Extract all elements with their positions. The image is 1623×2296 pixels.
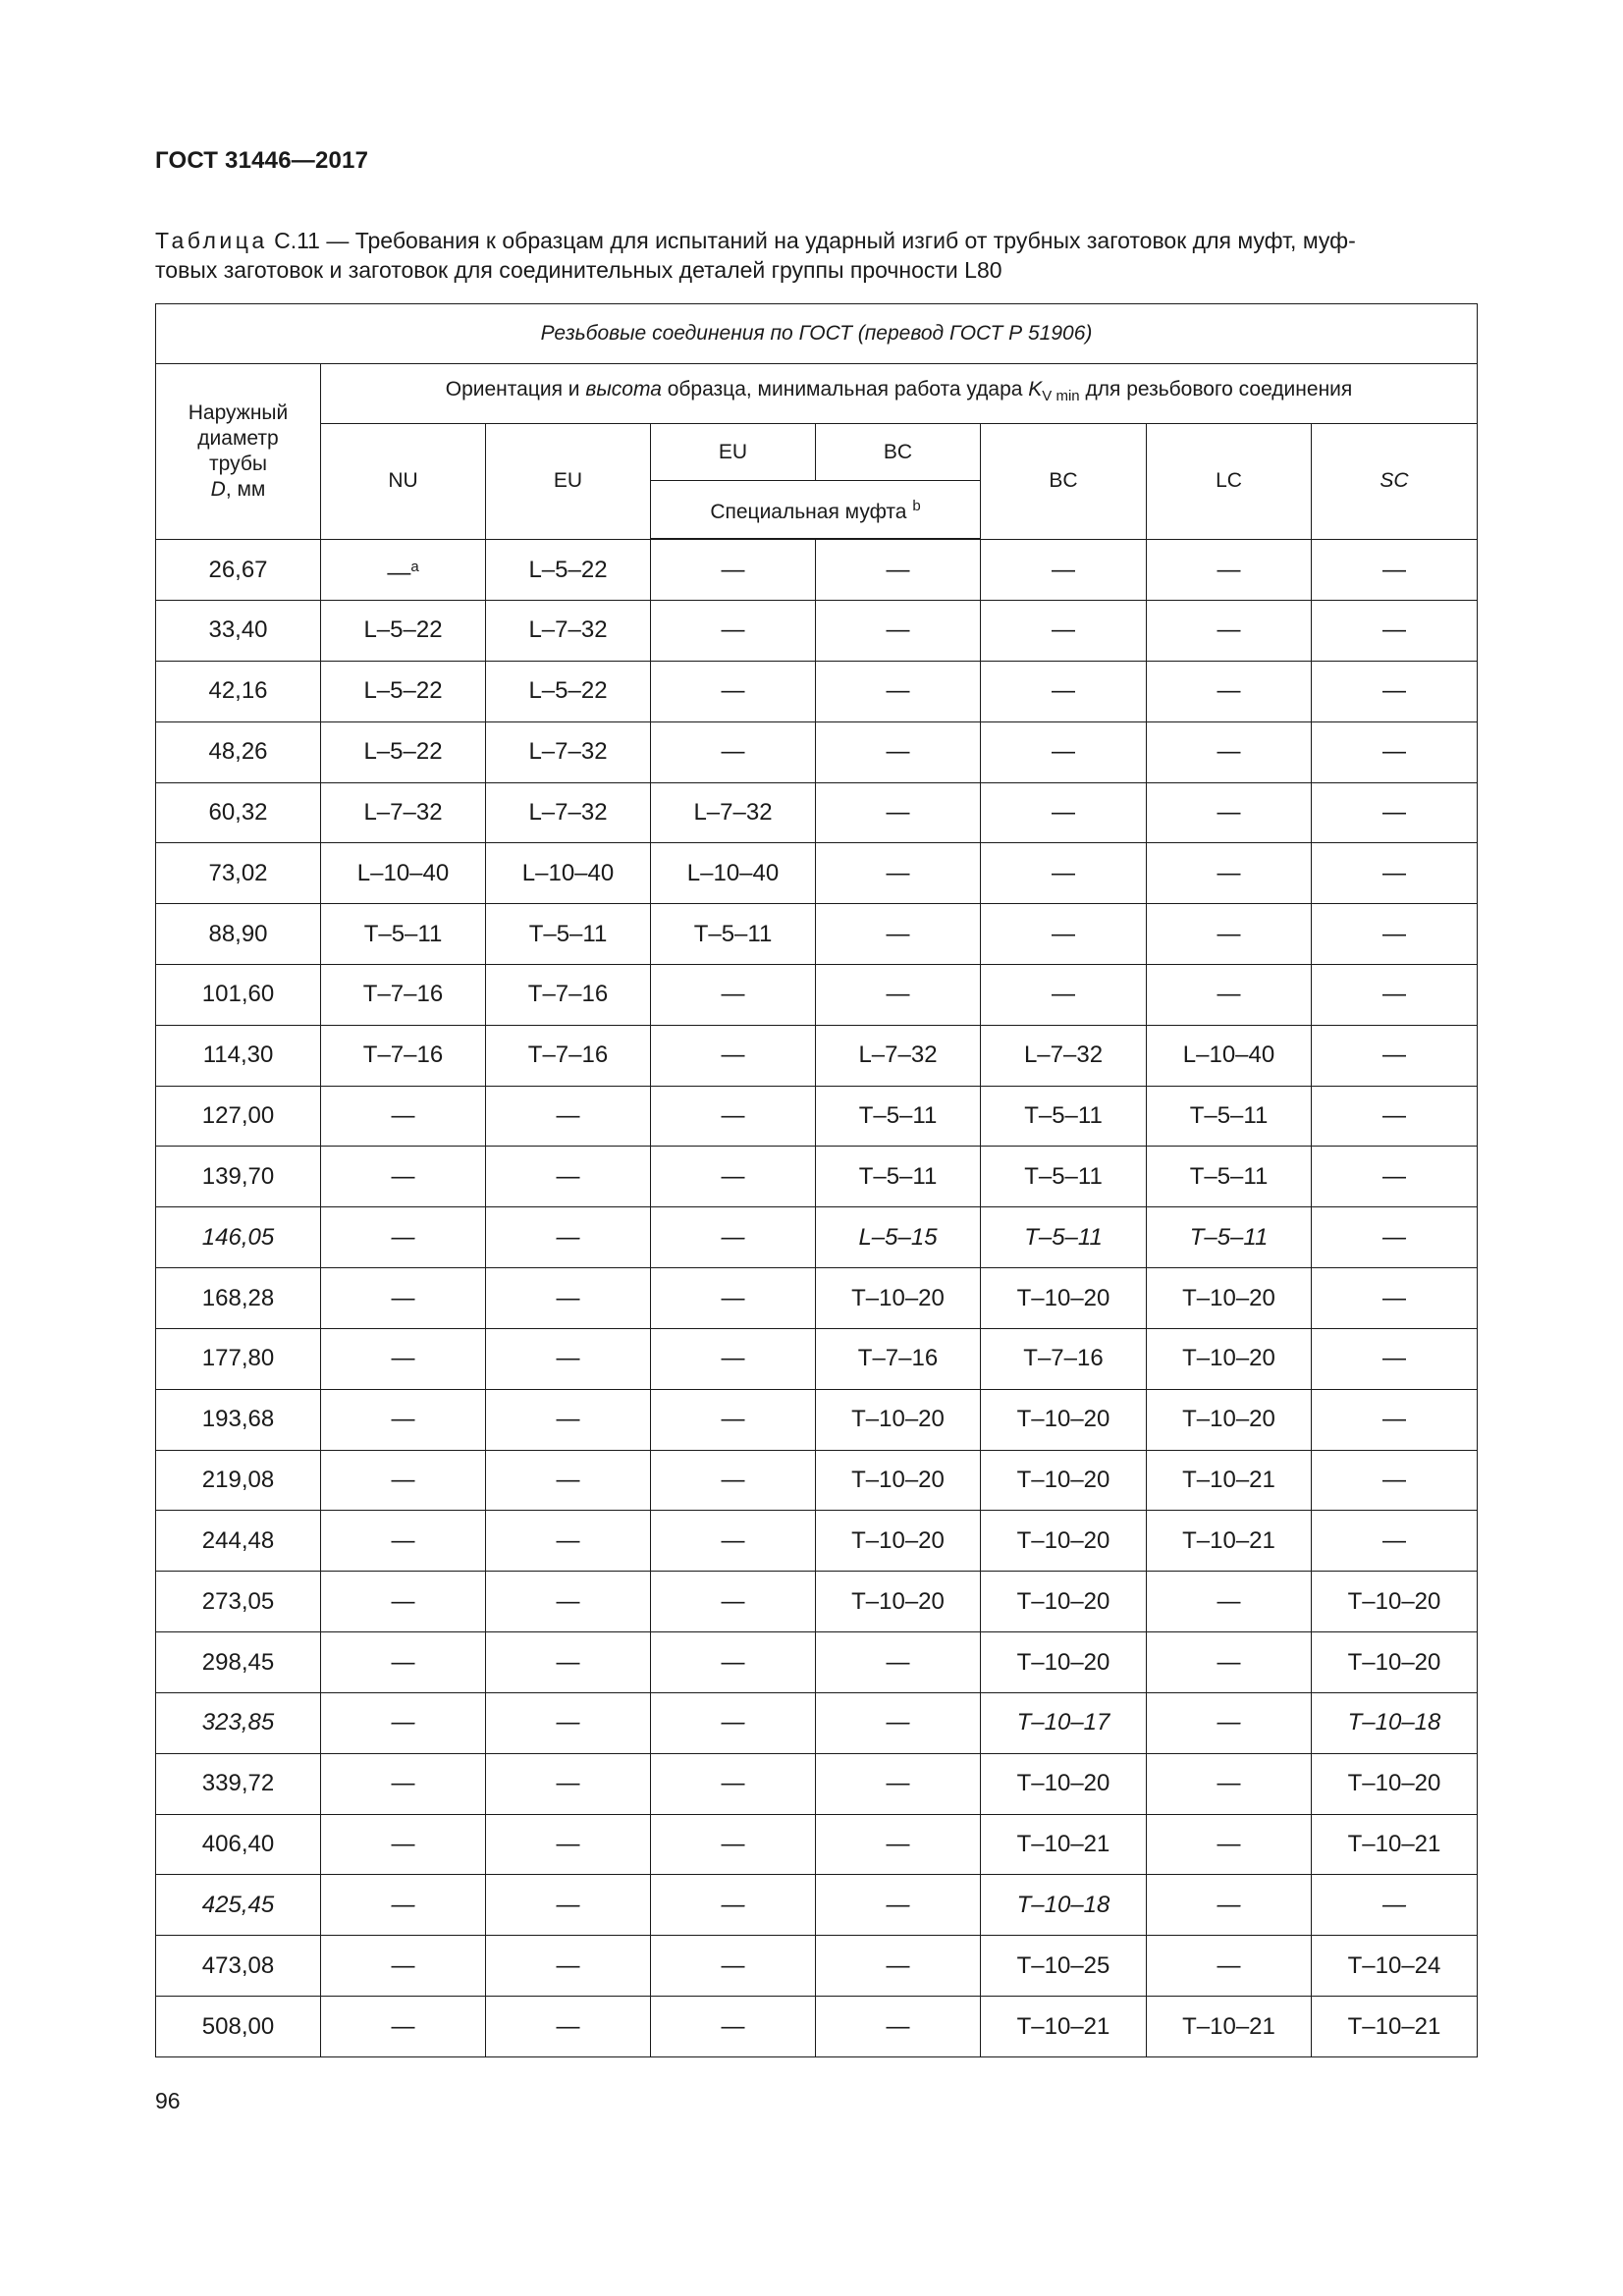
value-cell: — [321,1511,486,1572]
value-cell: — [816,1936,981,1997]
col-header-bc-special: BC [816,423,981,481]
value-cell: — [651,601,816,662]
value-cell: — [1147,1692,1312,1753]
value-cell: — [816,721,981,782]
table-row [156,782,1478,843]
value-cell: T–10–25 [981,1936,1147,1997]
value-cell: T–10–20 [816,1389,981,1450]
value-cell: — [321,1753,486,1814]
value-text: — [387,559,411,586]
value-cell: T–10–24 [1312,1936,1478,1997]
value-cell: T–10–21 [1147,1511,1312,1572]
value-cell: — [1312,1389,1478,1450]
value-cell: — [321,1997,486,2057]
value-cell: — [1312,1450,1478,1511]
value-cell: L–5–22 [486,540,651,601]
value-cell: — [1312,782,1478,843]
value-cell: T–10–20 [1312,1753,1478,1814]
value-cell: — [651,1692,816,1753]
table-caption [155,226,1476,285]
value-cell: T–10–18 [1312,1692,1478,1753]
value-cell: — [486,1147,651,1207]
orientation-header [321,363,1478,423]
value-cell: T–10–20 [1312,1632,1478,1693]
value-cell: — [1312,904,1478,965]
k-symbol: K [1028,378,1043,401]
diameter-cell: 406,40 [156,1814,321,1875]
table-row [156,1753,1478,1814]
value-cell: — [651,1814,816,1875]
diameter-cell: 273,05 [156,1572,321,1632]
value-cell: — [321,1450,486,1511]
table-row [156,540,1478,601]
value-cell: — [486,1450,651,1511]
value-cell: T–10–20 [981,1268,1147,1329]
value-cell: — [486,1207,651,1268]
value-cell: L–5–22 [321,661,486,721]
table-row [156,1875,1478,1936]
value-cell: L–5–22 [486,661,651,721]
diameter-cell: 508,00 [156,1997,321,2057]
value-cell: — [321,1086,486,1147]
value-cell: — [981,661,1147,721]
value-cell: — [1147,904,1312,965]
value-cell: L–7–32 [321,782,486,843]
value-cell: — [1312,721,1478,782]
value-cell: — [981,721,1147,782]
value-cell: T–5–11 [816,1086,981,1147]
value-cell: — [1147,1875,1312,1936]
value-cell: — [1312,1147,1478,1207]
table-row [156,1511,1478,1572]
table-row [156,1328,1478,1389]
value-cell: — [1147,721,1312,782]
value-cell: — [1147,1632,1312,1693]
value-cell: — [321,1268,486,1329]
value-cell: — [651,1086,816,1147]
table-row [156,1632,1478,1693]
orientation-header-part1: Ориентация и [445,378,586,401]
value-cell: T–10–20 [1147,1328,1312,1389]
value-cell: T–7–16 [321,964,486,1025]
value-cell: — [651,1025,816,1086]
value-cell: T–5–11 [1147,1086,1312,1147]
value-cell: — [651,1753,816,1814]
value-cell: — [1312,843,1478,904]
diameter-cell: 60,32 [156,782,321,843]
value-cell: — [651,540,816,601]
value-cell: L–7–32 [486,601,651,662]
value-cell: — [651,1147,816,1207]
k-subscript: V min [1042,388,1080,405]
value-cell: L–7–32 [981,1025,1147,1086]
value-cell: T–5–11 [1147,1207,1312,1268]
table-row [156,1692,1478,1753]
value-cell: T–10–21 [981,1997,1147,2057]
value-cell: L–5–22 [321,601,486,662]
value-cell: — [486,1389,651,1450]
special-coupling-label: Специальная муфта [710,501,913,524]
value-cell: L–5–15 [816,1207,981,1268]
value-cell: T–5–11 [816,1147,981,1207]
diameter-header-var: D [210,478,226,501]
diameter-cell: 33,40 [156,601,321,662]
value-cell: T–10–20 [816,1268,981,1329]
value-cell: — [651,1572,816,1632]
value-cell: T–7–16 [321,1025,486,1086]
diameter-cell: 298,45 [156,1632,321,1693]
value-cell: — [321,1389,486,1450]
value-cell: — [981,782,1147,843]
value-cell: — [1147,540,1312,601]
diameter-cell: 48,26 [156,721,321,782]
value-cell: — [321,1936,486,1997]
diameter-cell: 101,60 [156,964,321,1025]
value-cell: T–7–16 [816,1328,981,1389]
diameter-cell: 168,28 [156,1268,321,1329]
col-header-eu-special: EU [651,423,816,481]
diameter-cell: 219,08 [156,1450,321,1511]
value-cell: — [651,1328,816,1389]
table-row [156,1086,1478,1147]
table-row [156,1997,1478,2057]
value-cell: L–10–40 [1147,1025,1312,1086]
value-cell: — [981,601,1147,662]
diameter-header-line3: трубы [209,453,267,475]
diameter-header-unit: , мм [225,478,266,501]
value-cell: — [651,1997,816,2057]
value-cell: — [1312,661,1478,721]
value-cell: T–10–21 [1312,1997,1478,2057]
value-cell: — [321,1632,486,1693]
value-cell: T–10–20 [816,1450,981,1511]
diameter-cell: 139,70 [156,1147,321,1207]
value-cell: — [651,1875,816,1936]
value-cell: T–10–20 [981,1511,1147,1572]
value-cell: — [1147,1753,1312,1814]
value-cell: — [321,1814,486,1875]
diameter-cell: 73,02 [156,843,321,904]
value-cell: T–10–20 [1312,1572,1478,1632]
table-row [156,1389,1478,1450]
footnote-a: a [410,558,419,575]
value-cell: L–10–40 [486,843,651,904]
value-cell: — [651,1207,816,1268]
value-cell: — [1312,1086,1478,1147]
value-cell: — [321,1328,486,1389]
value-cell: — [816,540,981,601]
value-cell: T–10–20 [816,1511,981,1572]
value-cell: T–7–16 [981,1328,1147,1389]
orientation-header-italic: высота [585,378,662,401]
diameter-cell: 88,90 [156,904,321,965]
caption-text-line2: товых заготовок и заготовок для соединительных деталей группы прочности L80 [155,257,1002,283]
table-row [156,843,1478,904]
value-cell: — [321,1875,486,1936]
value-cell: — [981,964,1147,1025]
page-number: 96 [155,2088,181,2113]
value-cell: — [651,721,816,782]
diameter-cell: 146,05 [156,1207,321,1268]
value-cell: T–10–20 [981,1753,1147,1814]
value-cell: — [651,1511,816,1572]
value-cell: — [1312,601,1478,662]
table-row [156,1025,1478,1086]
value-cell: L–7–32 [486,782,651,843]
value-cell: L–10–40 [321,843,486,904]
value-cell: — [321,1692,486,1753]
footnote-b: b [912,498,921,515]
value-cell: L–7–32 [816,1025,981,1086]
value-cell: T–10–20 [1147,1268,1312,1329]
value-cell: — [816,782,981,843]
value-cell: — [1312,1875,1478,1936]
diameter-cell: 244,48 [156,1511,321,1572]
value-cell: — [816,904,981,965]
value-cell: — [1312,1025,1478,1086]
value-cell: T–10–20 [981,1450,1147,1511]
diameter-cell: 473,08 [156,1936,321,1997]
value-cell: — [651,661,816,721]
value-cell: — [486,1511,651,1572]
table-row [156,1268,1478,1329]
diameter-header-line2: диаметр [197,427,279,450]
value-cell: — [1147,1814,1312,1875]
value-cell: — [486,1814,651,1875]
value-cell: T–10–21 [1147,1450,1312,1511]
value-cell: T–10–21 [981,1814,1147,1875]
value-cell: T–5–11 [981,1086,1147,1147]
specimen-requirements-table [155,303,1478,2057]
value-cell: — [321,1207,486,1268]
diameter-cell: 26,67 [156,540,321,601]
value-cell: T–7–16 [486,964,651,1025]
diameter-header-line1: Наружный [188,401,289,424]
value-cell: T–5–11 [651,904,816,965]
value-cell: T–10–21 [1147,1997,1312,2057]
table-row [156,721,1478,782]
value-cell: T–10–17 [981,1692,1147,1753]
top-header: Резьбовые соединения по ГОСТ (перевод ГОСТ Р 51906) [156,304,1478,364]
diameter-cell: 323,85 [156,1692,321,1753]
diameter-cell: 425,45 [156,1875,321,1936]
value-cell: T–10–18 [981,1875,1147,1936]
orientation-header-part3: образца, минимальная работа удара [661,378,1029,401]
value-cell: — [816,1997,981,2057]
value-cell: — [486,1997,651,2057]
table-row [156,1814,1478,1875]
value-cell: L–10–40 [651,843,816,904]
value-cell: T–5–11 [1147,1147,1312,1207]
value-cell: — [321,1572,486,1632]
value-cell: — [486,1572,651,1632]
diameter-cell: 339,72 [156,1753,321,1814]
value-cell: — [816,661,981,721]
value-cell: — [1312,1511,1478,1572]
value-cell: — [1312,1268,1478,1329]
value-cell: — [486,1936,651,1997]
value-cell: — [1147,661,1312,721]
value-cell: — [816,843,981,904]
value-cell: — [981,843,1147,904]
value-cell: T–5–11 [981,1147,1147,1207]
diameter-cell: 177,80 [156,1328,321,1389]
value-cell: T–5–11 [981,1207,1147,1268]
value-cell: — [981,540,1147,601]
value-cell: — [486,1328,651,1389]
diameter-cell: 193,68 [156,1389,321,1450]
table-row [156,1572,1478,1632]
value-cell: — [486,1632,651,1693]
value-cell: — [816,964,981,1025]
value-cell: T–7–16 [486,1025,651,1086]
value-cell: L–5–22 [321,721,486,782]
value-cell: T–10–20 [981,1572,1147,1632]
col-header-eu: EU [486,423,651,540]
diameter-cell: 127,00 [156,1086,321,1147]
value-cell: — [1147,843,1312,904]
value-cell: — [651,964,816,1025]
value-cell: — [486,1875,651,1936]
value-cell: T–5–11 [321,904,486,965]
caption-text-line1: С.11 — Требования к образцам для испытаний на ударный изгиб от трубных заготовок для муфт, муф- [267,228,1356,253]
value-cell: — [1312,964,1478,1025]
value-cell: T–10–20 [981,1389,1147,1450]
value-cell: L–7–32 [486,721,651,782]
value-cell [321,540,486,601]
table-row [156,1147,1478,1207]
value-cell: L–7–32 [651,782,816,843]
value-cell: T–10–20 [981,1632,1147,1693]
table-row [156,1207,1478,1268]
orientation-header-part4: для резьбового соединения [1079,378,1353,401]
table-row [156,601,1478,662]
diameter-cell: 42,16 [156,661,321,721]
value-cell: — [1147,601,1312,662]
value-cell: T–5–11 [486,904,651,965]
value-cell: — [651,1268,816,1329]
value-cell: — [1312,1328,1478,1389]
value-cell: — [651,1936,816,1997]
diameter-header [156,363,321,539]
document-id: ГОСТ 31446—2017 [155,147,369,174]
table-row [156,1936,1478,1997]
table-row [156,661,1478,721]
col-header-sc: SC [1312,423,1478,540]
value-cell: — [321,1147,486,1207]
caption-label: Таблица [155,228,268,253]
value-cell: — [486,1086,651,1147]
value-cell: — [651,1632,816,1693]
col-header-special-coupling [651,481,981,539]
table-row [156,964,1478,1025]
table-row [156,904,1478,965]
value-cell: — [1147,1936,1312,1997]
diameter-cell: 114,30 [156,1025,321,1086]
table-row [156,1450,1478,1511]
value-cell: — [1147,782,1312,843]
value-cell: — [1147,964,1312,1025]
col-header-bc: BC [981,423,1147,540]
value-cell: — [816,601,981,662]
value-cell: — [486,1753,651,1814]
value-cell: — [651,1450,816,1511]
value-cell: — [1312,540,1478,601]
value-cell: T–10–21 [1312,1814,1478,1875]
value-cell: T–10–20 [816,1572,981,1632]
value-cell: — [1147,1572,1312,1632]
col-header-lc: LC [1147,423,1312,540]
value-cell: — [981,904,1147,965]
value-cell: — [486,1692,651,1753]
value-cell: — [816,1875,981,1936]
value-cell: — [651,1389,816,1450]
value-cell: — [816,1814,981,1875]
value-cell: — [486,1268,651,1329]
col-header-nu: NU [321,423,486,540]
value-cell: — [816,1753,981,1814]
value-cell: — [1312,1207,1478,1268]
value-cell: — [816,1692,981,1753]
value-cell: — [816,1632,981,1693]
value-cell: T–10–20 [1147,1389,1312,1450]
